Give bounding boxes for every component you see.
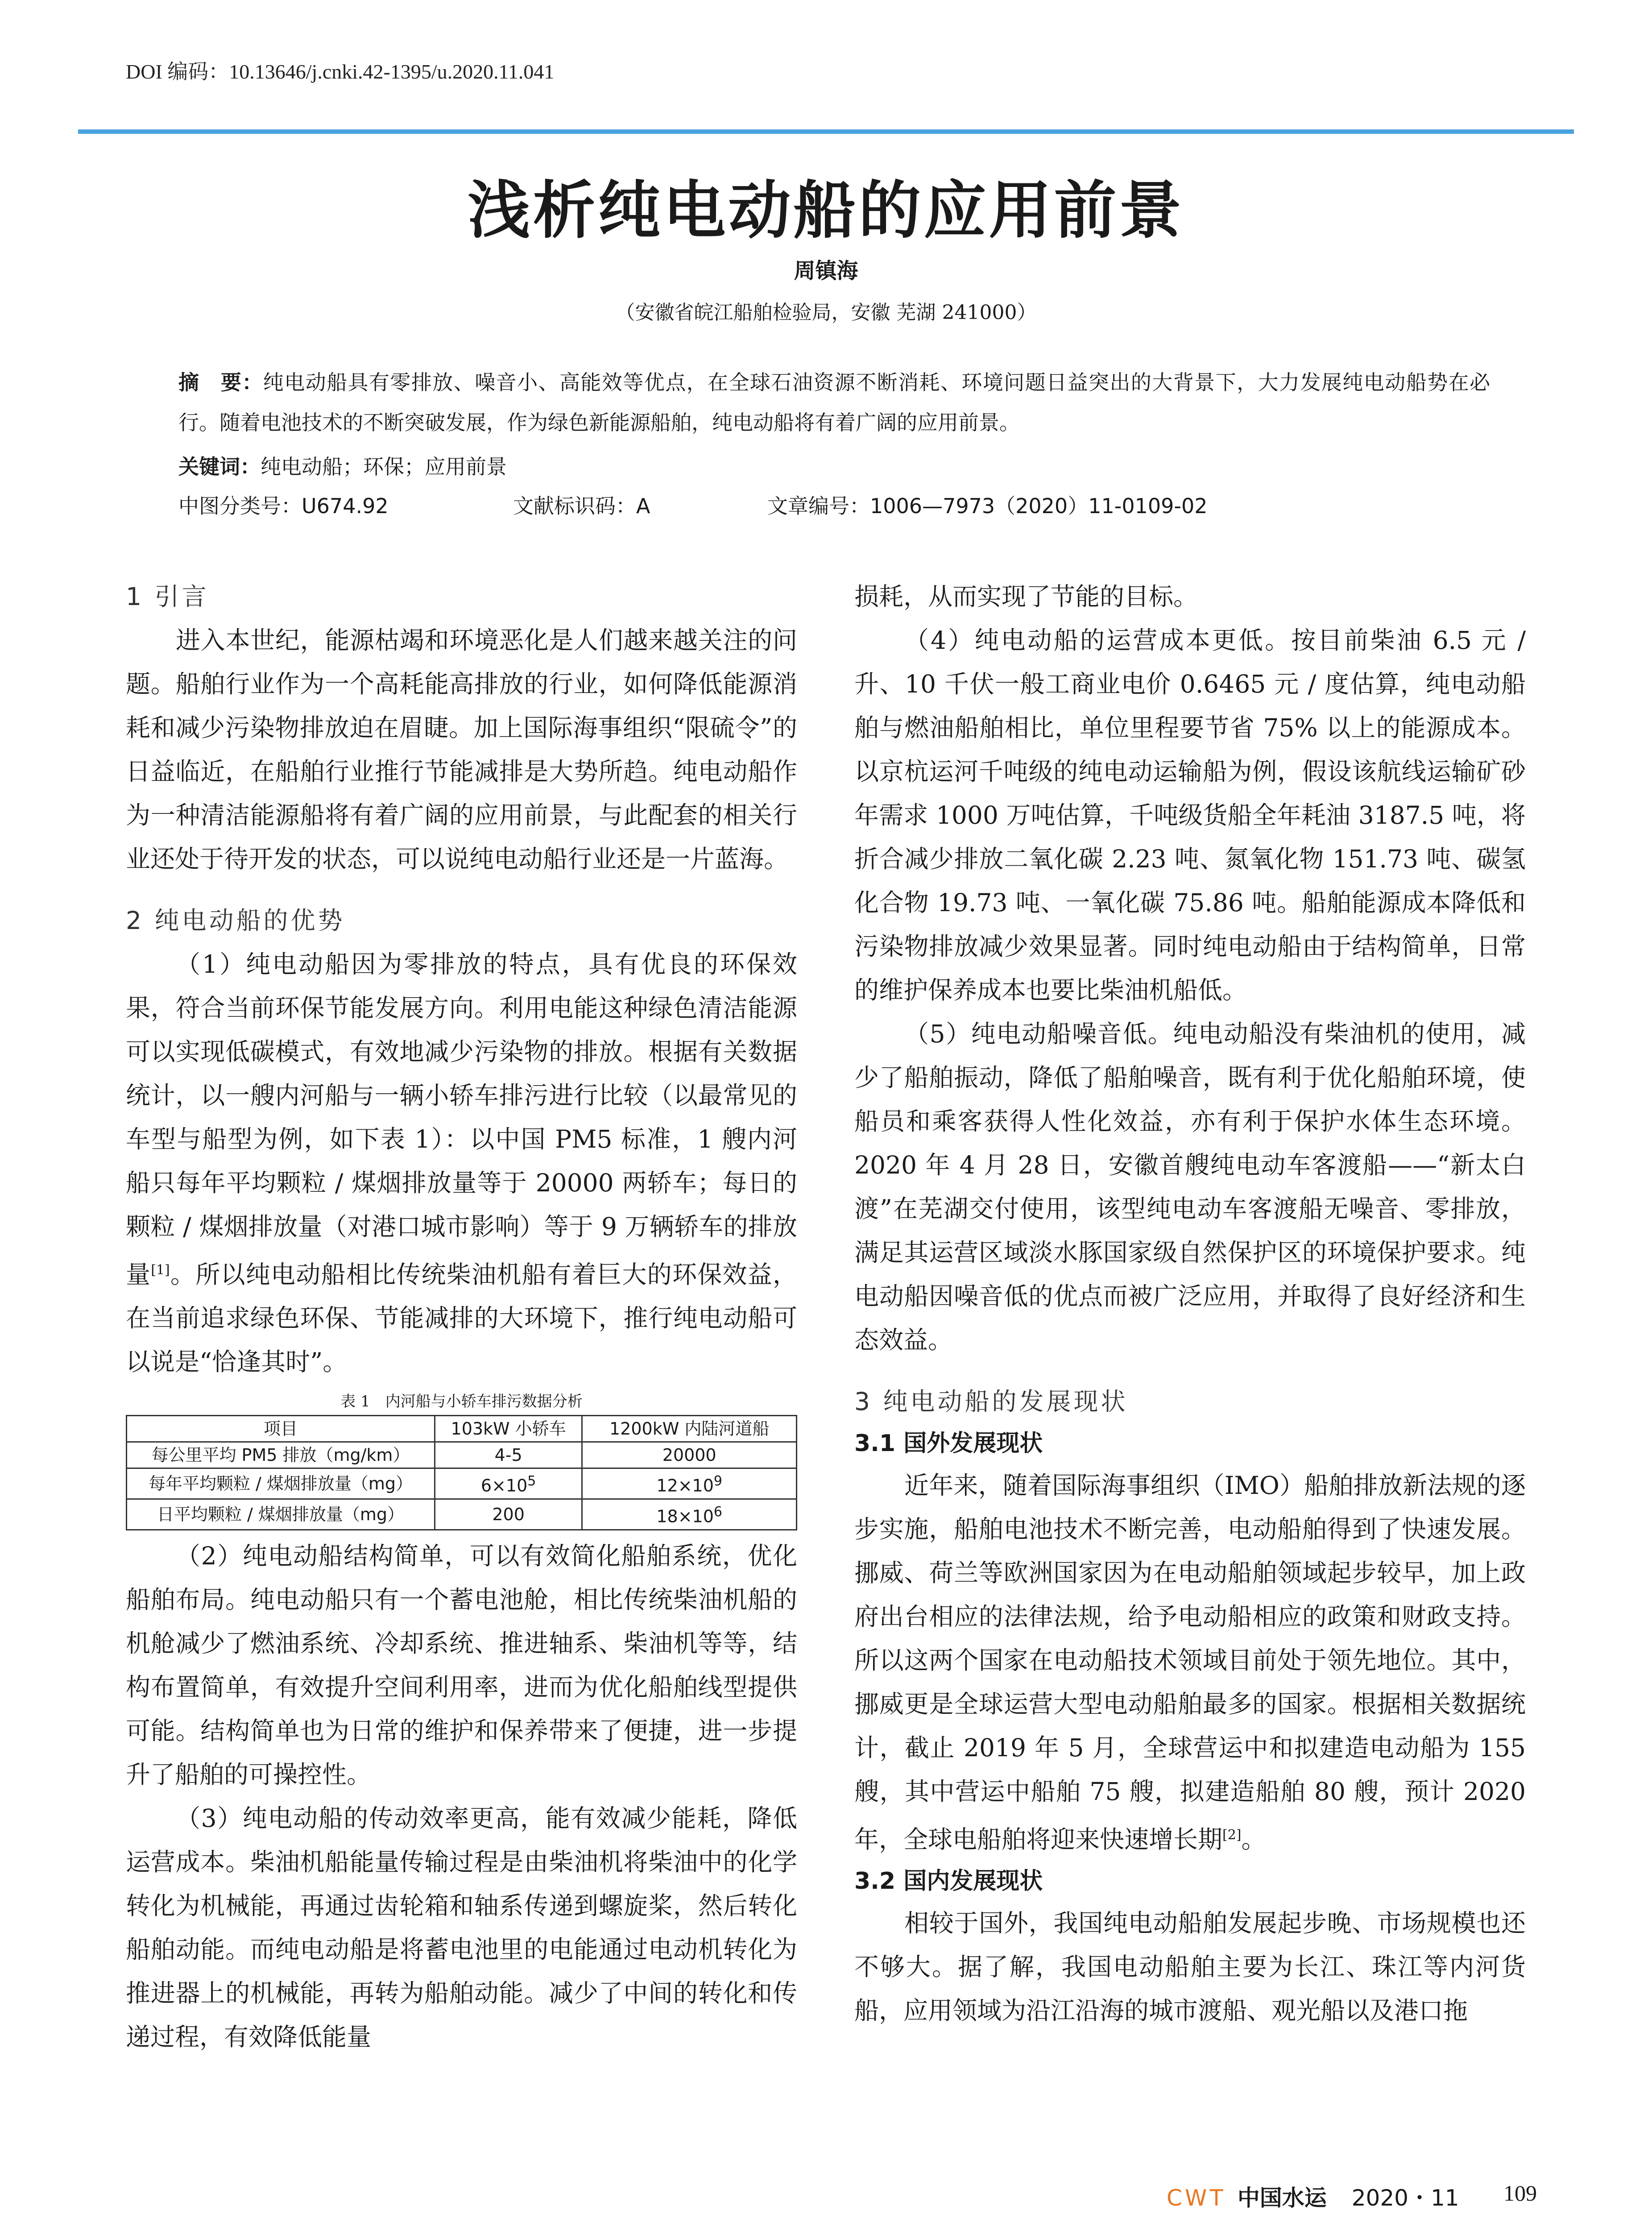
table-cell: $6\times 10^5$ [435,1468,582,1499]
section-2-paragraph-4: （4）纯电动船的运营成本更低。按目前柴油 6.5 元 / 升、10 千伏一般工商业电价 0.6465 元 / 度估算，纯电动船舶与燃油船舶相比，单位里程要节省 75% 以上的能源成本。以京杭运河千吨级的纯电动运输船为例，假设该航线运输矿砂年需求 1000 万吨估算，千吨级货船全年耗油 3187.5 吨，将折合减少排放二氧化碳 2.23 吨、氮氧化物 151.73 吨、碳氢化合物 19.73 吨、一氧化碳 75.86 吨。船舶能源成本降低和污染物排放减少效果显著。同时纯电动船由于结构简单，日常的维护保养成本也要比柴油机船低。 [854,626,1526,1004]
section-2-paragraph-1: （1）纯电动船因为零排放的特点，具有优良的环保效果，符合当前环保节能发展方向。利用电能这种绿色清洁能源可以实现低碳模式，有效地减少污染物的排放。根据有关数据统计，以一艘内河船与一辆小轿车排污进行比较（以最常见的车型与船型为例，如下表 1）：以中国 PM5 标准，1 艘内河船只每年平均颗粒 / 煤烟排放量等于 20000 两轿车；每日的颗粒 / 煤烟排放量（对港口城市影响）等于 9 万辆轿车的排放量[1]。所以纯电动船相比传统柴油机船有着巨大的环保效益，在当前追求绿色环保、节能减排的大环境下，推行纯电动船可以说是“恰逢其时”。 [126,950,797,1377]
abstract-text: 纯电动船具有零排放、噪音小、高能效等优点，在全球石油资源不断消耗、环境问题日益突出的大背景下，大力发展纯电动船势在必行。随着电池技术的不断突破发展，作为绿色新能源船舶，纯电动船将有着广阔的应用前景。 [178,370,1491,435]
author: 周镇海 [794,258,858,283]
journal-brand [1167,2180,1459,2212]
section-2-paragraph-3: （3）纯电动船的传动效率更高，能有效减少能耗，降低运营成本。柴油机船能量传输过程是由柴油机将柴油中的化学转化为机械能，再通过齿轮箱和轴系传递到螺旋桨，然后转化船舶动能。而纯电动船是将蓄电池里的电能通过电动机转化为推进器上的机械能，再转为船舶动能。减少了中间的转化和传递过程，有效降低能量 [126,1804,797,2051]
reference-2[interactable]: [2] [1222,1827,1242,1843]
keywords [178,451,507,480]
paragraph-3-continued: 损耗，从而实现了节能的目标。 [854,582,1198,611]
section-3-heading: 3 纯电动船的发展现状 [854,1387,1128,1416]
affiliation: （安徽省皖江船舶检验局，安徽 芜湖 241000） [615,301,1037,324]
table-row [127,1468,797,1499]
table-header-cell: 1200kW 内陆河道船 [582,1416,797,1442]
emission-table [126,1415,797,1530]
table-cell: 20000 [582,1442,797,1468]
table-cell: 4-5 [435,1442,582,1468]
table-cell: 每公里平均 PM5 排放（mg/km） [127,1442,435,1468]
table-cell: 200 [435,1499,582,1530]
cwt-logo: CWT [1167,2185,1226,2211]
section-1-paragraph: 进入本世纪，能源枯竭和环境恶化是人们越来越关注的问题。船舶行业作为一个高耗能高排放的行业，如何降低能源消耗和减少污染物排放迫在眉睫。加上国际海事组织“限硫令”的日益临近，在船舶行业推行节能减排是大势所趋。纯电动船作为一种清洁能源船将有着广阔的应用前景，与此配套的相关行业还处于待开发的状态，可以说纯电动船行业还是一片蓝海。 [126,626,797,873]
table-cell: 每年平均颗粒 / 煤烟排放量（mg） [127,1468,435,1499]
section-3-1-heading: 3.1 国外发展现状 [854,1430,1043,1457]
issue-number: 2020・11 [1351,2185,1459,2211]
section-3-2-heading: 3.2 国内发展现状 [854,1868,1043,1895]
page-number: 109 [1503,2181,1537,2206]
doc-code: 文献标识码：A [513,494,650,518]
article-title: 浅析纯电动船的应用前景 [468,174,1184,247]
section-2-heading: 2 纯电动船的优势 [126,906,345,935]
table-cell: $12\times 10^9$ [582,1468,797,1499]
journal-name: 中国水运 [1237,2185,1327,2211]
table-cell: 日平均颗粒 / 煤烟排放量（mg） [127,1499,435,1530]
reference-1[interactable]: [1] [151,1262,170,1278]
table-row [127,1442,797,1468]
table-header-row [127,1416,797,1442]
table-header-cell: 103kW 小轿车 [435,1416,582,1442]
doi-line: DOI 编码：10.13646/j.cnki.42-1395/u.2020.11.041 [126,60,555,83]
abstract-label: 摘 要： [178,370,263,394]
abstract [178,362,1490,443]
section-1-heading: 1 引言 [126,582,209,611]
header-rule [78,129,1574,134]
section-2-paragraph-5: （5）纯电动船噪音低。纯电动船没有柴油机的使用，减少了船舶振动，降低了船舶噪音，既有利于优化船舶环境，使船员和乘客获得人性化效益，亦有利于保护水体生态环境。2020 年 4 月 28 日，安徽首艘纯电动车客渡船——“新太白渡”在芜湖交付使用，该型纯电动车客渡船无噪音、零排放，满足其运营区域淡水豚国家级自然保护区的环境保护要求。纯电动船因噪音低的优点而被广泛应用，并取得了良好经济和生态效益。 [854,1020,1526,1354]
class-number: 中图分类号：U674.92 [178,494,389,518]
section-2-paragraph-2: （2）纯电动船结构简单，可以有效简化船舶系统，优化船舶布局。纯电动船只有一个蓄电池舱，相比传统柴油机船的机舱减少了燃油系统、冷却系统、推进轴系、柴油机等等，结构布置简单，有效提升空间利用率，进而为优化船舶线型提供可能。结构简单也为日常的维护和保养带来了便捷，进一步提升了船舶的可操控性。 [126,1541,797,1789]
right-column [854,575,1526,2032]
table-cell: $18\times 10^6$ [582,1499,797,1530]
section-3-2-paragraph: 相较于国外，我国纯电动船舶发展起步晚、市场规模也还不够大。据了解，我国电动船舶主要为长江、珠江等内河货船，应用领域为沿江沿海的城市渡船、观光船以及港口拖 [854,1909,1526,2025]
left-column [126,575,797,2059]
keywords-text: 纯电动船；环保；应用前景 [261,455,507,479]
article-number: 文章编号：1006—7973（2020）11-0109-02 [767,494,1208,518]
section-3-1-paragraph: 近年来，随着国际海事组织（IMO）船舶排放新法规的逐步实施，船舶电池技术不断完善，电动船舶得到了快速发展。挪威、荷兰等欧洲国家因为在电动船舶领域起步较早，加上政府出台相应的法律法规，给予电动船相应的政策和财政支持。所以这两个国家在电动船技术领域目前处于领先地位。其中，挪威更是全球运营大型电动船舶最多的国家。根据相关数据统计，截止 2019 年 5 月，全球营运中和拟建造电动船为 155 艘，其中营运中船舶 75 艘，拟建造船舶 80 艘，预计 2020 年，全球电船舶将迎来快速增长期[2]。 [854,1471,1526,1854]
table-caption: 表 1 内河船与小轿车排污数据分析 [340,1393,583,1411]
keywords-label: 关键词： [178,455,261,479]
table-header-cell: 项目 [127,1416,435,1442]
table-row [127,1499,797,1530]
